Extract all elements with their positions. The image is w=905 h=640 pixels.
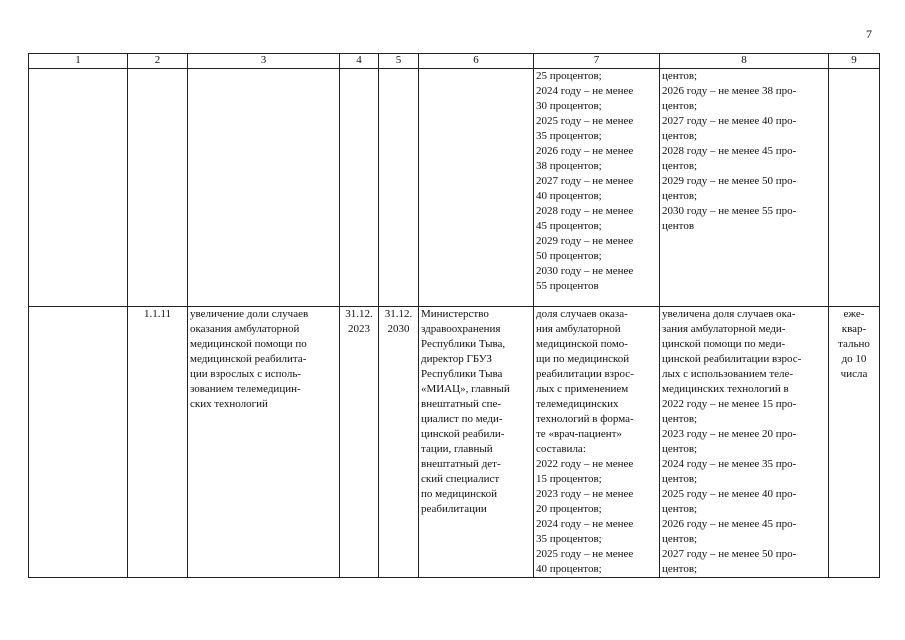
cell-text-line: центов	[662, 220, 695, 232]
header-cell: 2	[128, 54, 188, 69]
cell-text-line: центов;	[662, 533, 698, 545]
document-table	[28, 53, 880, 578]
cell-text-line: медицинской помощи по	[190, 338, 307, 350]
cell-text-line: центов;	[662, 70, 698, 82]
responsible-cell	[419, 307, 534, 578]
cell-text-line: «МИАЦ», главный	[421, 383, 510, 395]
cell-text-line: 2022 году – не менее 15 про-	[662, 398, 797, 410]
cell-text-line: центов;	[662, 190, 698, 202]
cell-text-line: центов;	[662, 160, 698, 172]
header-cell: 7	[534, 54, 660, 69]
table-cell	[29, 307, 128, 578]
cell-text-line: центов;	[662, 100, 698, 112]
cell-text-line: 20 процентов;	[536, 503, 602, 515]
cell-text-line: доля случаев оказа-	[536, 308, 628, 320]
header-cell: 9	[829, 54, 880, 69]
table-cell	[379, 69, 419, 307]
header-cell: 4	[340, 54, 379, 69]
cell-text-line: 2026 году – не менее 45 про-	[662, 518, 797, 530]
cell-text-line: 2026 году – не менее	[536, 145, 634, 157]
cell-text-line: зованием телемедицин-	[190, 383, 301, 395]
cell-text-line: 2030 году – не менее	[536, 265, 634, 277]
cell-text-line: внештатный спе-	[421, 398, 502, 410]
indicator-values-cell	[534, 69, 660, 307]
cell-text-line: ции взрослых с исполь-	[190, 368, 302, 380]
cell-text-line: центов;	[662, 563, 698, 575]
cell-text-line: 2029 году – не менее 50 про-	[662, 175, 797, 187]
cell-text-line: 2024 году – не менее	[536, 85, 634, 97]
cell-text-line: директор ГБУЗ	[421, 353, 492, 365]
indicator-values-cell	[534, 307, 660, 578]
cell-text-line: составила:	[536, 443, 586, 455]
cell-text-line: реабилитации	[421, 503, 487, 515]
cell-text-line: цинской реабили-	[421, 428, 505, 440]
cell-text-line: 2027 году – не менее 50 про-	[662, 548, 797, 560]
cell-text-line: цинской помощи по меди-	[662, 338, 786, 350]
cell-text-line: медицинской помо-	[536, 338, 628, 350]
header-cell: 1	[29, 54, 128, 69]
cell-text-line: те «врач-пациент»	[536, 428, 622, 440]
cell-text-line: 2025 году – не менее 40 про-	[662, 488, 797, 500]
header-cell: 5	[379, 54, 419, 69]
cell-text-line: медицинских технологий в	[662, 383, 789, 395]
cell-text-line: 2023	[348, 323, 370, 335]
cell-text-line: центов;	[662, 503, 698, 515]
table-row	[29, 307, 880, 578]
cell-text-line: Министерство	[421, 308, 489, 320]
cell-text-line: телемедицинских	[536, 398, 619, 410]
cell-text-line: щи по медицинской	[536, 353, 630, 365]
cell-text-line: 2027 году – не менее 40 про-	[662, 115, 797, 127]
page-number: 7	[866, 27, 872, 41]
cell-text-line: 2025 году – не менее	[536, 115, 634, 127]
cell-text-line: 2027 году – не менее	[536, 175, 634, 187]
start-date-cell	[340, 307, 379, 578]
cell-text-line: 45 процентов;	[536, 220, 602, 232]
cell-text-line: 50 процентов;	[536, 250, 602, 262]
table-cell	[188, 69, 340, 307]
cell-text-line: 25 процентов;	[536, 70, 602, 82]
cell-text-line: ских технологий	[190, 398, 268, 410]
cell-text-line: 2029 году – не менее	[536, 235, 634, 247]
cell-text-line: 2022 году – не менее	[536, 458, 634, 470]
cell-text-line: зания амбулаторной меди-	[662, 323, 786, 335]
item-number-cell: 1.1.11	[128, 307, 188, 578]
cell-text-line: 35 процентов;	[536, 533, 602, 545]
header-cell: 3	[188, 54, 340, 69]
result-values-cell	[660, 69, 829, 307]
table-cell	[128, 69, 188, 307]
cell-text-line: лых с применением	[536, 383, 629, 395]
result-values-cell	[660, 307, 829, 578]
cell-text-line: 2023 году – не менее 20 про-	[662, 428, 797, 440]
cell-text-line: 40 процентов;	[536, 190, 602, 202]
table-cell	[419, 69, 534, 307]
header-cell: 6	[419, 54, 534, 69]
cell-text-line: тации, главный	[421, 443, 493, 455]
cell-text-line: увеличение доли случаев	[190, 308, 309, 320]
cell-text-line: технологий в форма-	[536, 413, 634, 425]
cell-text-line: медицинской реабилита-	[190, 353, 307, 365]
measure-name-cell	[188, 307, 340, 578]
cell-text-line: ский специалист	[421, 473, 500, 485]
cell-text-line: еже-	[843, 308, 865, 320]
cell-text-line: 2028 году – не менее 45 про-	[662, 145, 797, 157]
cell-text-line: 2028 году – не менее	[536, 205, 634, 217]
cell-text-line: здравоохранения	[421, 323, 501, 335]
cell-text-line: цинской реабилитации взрос-	[662, 353, 802, 365]
cell-text-line: реабилитации взрос-	[536, 368, 634, 380]
cell-text-line: 2024 году – не менее 35 про-	[662, 458, 797, 470]
cell-text-line: 2023 году – не менее	[536, 488, 634, 500]
cell-text-line: оказания амбулаторной	[190, 323, 300, 335]
cell-text-line: 55 процентов	[536, 280, 599, 292]
cell-text-line: Республики Тыва	[421, 368, 503, 380]
cell-text-line: центов;	[662, 443, 698, 455]
table-row	[29, 69, 880, 307]
cell-text-line: до 10	[841, 353, 867, 365]
cell-text-line: циалист по меди-	[421, 413, 503, 425]
cell-text-line: центов;	[662, 413, 698, 425]
header-cell: 8	[660, 54, 829, 69]
cell-text-line: 2026 году – не менее 38 про-	[662, 85, 797, 97]
cell-text-line: 31.12.	[384, 308, 413, 320]
cell-text-line: 35 процентов;	[536, 130, 602, 142]
cell-text-line: внештатный дет-	[421, 458, 501, 470]
cell-text-line: 31.12.	[345, 308, 373, 320]
table-cell	[29, 69, 128, 307]
cell-text-line: 30 процентов;	[536, 100, 602, 112]
end-date-cell	[379, 307, 419, 578]
cell-text-line: лых с использованием теле-	[662, 368, 794, 380]
cell-text-line: центов;	[662, 130, 698, 142]
cell-text-line: квар-	[841, 323, 867, 335]
cell-text-line: 2024 году – не менее	[536, 518, 634, 530]
reporting-period-cell	[829, 307, 880, 578]
table-cell	[340, 69, 379, 307]
cell-text-line: увеличена доля случаев ока-	[662, 308, 796, 320]
cell-text-line: 2025 году – не менее	[536, 548, 634, 560]
table-cell	[829, 69, 880, 307]
cell-text-line: ния амбулаторной	[536, 323, 621, 335]
table-header-row	[29, 54, 880, 69]
cell-text-line: числа	[840, 368, 868, 380]
cell-text-line: центов;	[662, 473, 698, 485]
cell-text-line: 40 процентов;	[536, 563, 602, 575]
cell-text-line: 38 процентов;	[536, 160, 602, 172]
cell-text-line: 2030	[387, 323, 410, 335]
cell-text-line: тально	[838, 338, 870, 350]
cell-text-line: 15 процентов;	[536, 473, 602, 485]
cell-text-line: 2030 году – не менее 55 про-	[662, 205, 797, 217]
cell-text-line: по медицинской	[421, 488, 498, 500]
cell-text-line: Республики Тыва,	[421, 338, 506, 350]
